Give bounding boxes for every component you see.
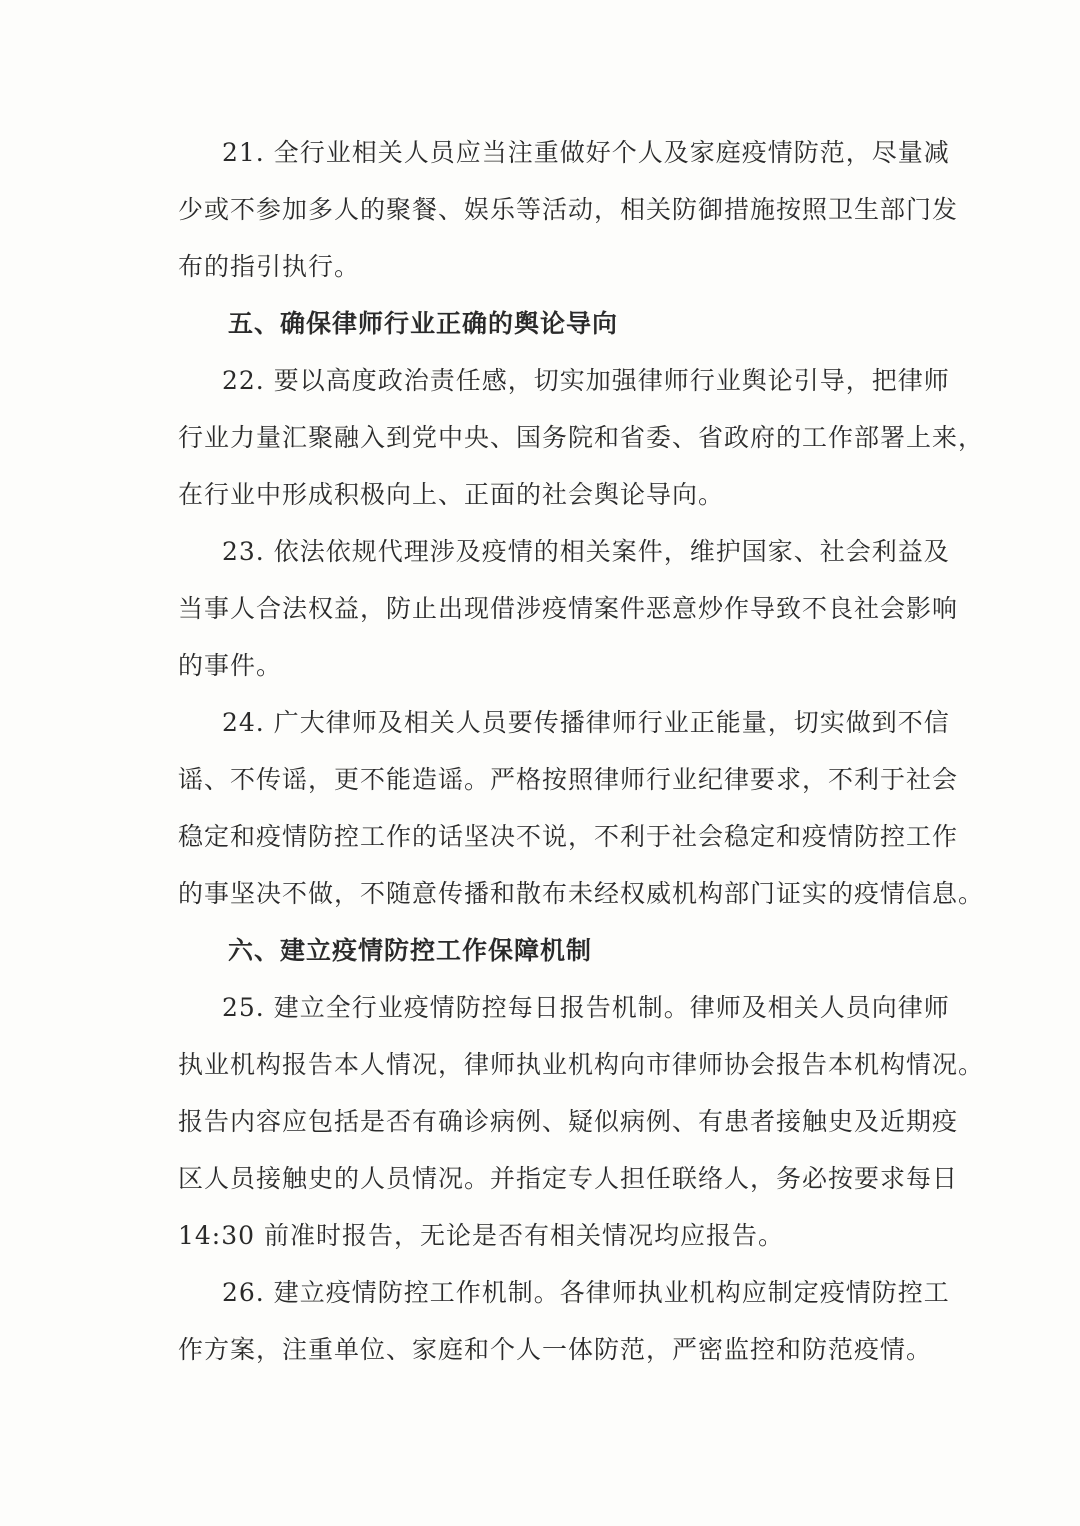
- paragraph-line: 行业力量汇聚融入到党中央、国务院和省委、省政府的工作部署上来，: [178, 423, 985, 452]
- paragraph-line: 执业机构报告本人情况，律师执业机构向市律师协会报告本机构情况。: [178, 1050, 985, 1079]
- paragraph-line: 谣、不传谣，更不能造谣。严格按照律师行业纪律要求，不利于社会: [178, 765, 959, 794]
- paragraph: [178, 979, 985, 1264]
- paragraph-line: 区人员接触史的人员情况。并指定专人担任联络人，务必按要求每日: [178, 1164, 959, 1193]
- paragraph: [178, 523, 959, 694]
- paragraph-line: 布的指引执行。: [178, 252, 361, 281]
- paragraph-line: 24. 广大律师及相关人员要传播律师行业正能量，切实做到不信: [222, 708, 950, 737]
- paragraph-line: 在行业中形成积极向上、正面的社会舆论导向。: [178, 480, 725, 509]
- paragraph: [178, 1264, 950, 1378]
- document-body: [178, 124, 985, 1378]
- paragraph-line: 稳定和疫情防控工作的话坚决不说，不利于社会稳定和疫情防控工作: [178, 822, 959, 851]
- paragraph-line: 作方案，注重单位、家庭和个人一体防范，严密监控和防范疫情。: [178, 1335, 933, 1364]
- section-heading: 五、确保律师行业正确的舆论导向: [228, 309, 619, 338]
- paragraph-line: 23. 依法依规代理涉及疫情的相关案件，维护国家、社会利益及: [222, 537, 950, 566]
- paragraph-line: 14:30 前准时报告，无论是否有相关情况均应报告。: [178, 1221, 784, 1250]
- paragraph-line: 少或不参加多人的聚餐、娱乐等活动，相关防御措施按照卫生部门发: [178, 195, 959, 224]
- paragraph-line: 22. 要以高度政治责任感，切实加强律师行业舆论引导，把律师: [222, 366, 950, 395]
- paragraph: [178, 694, 985, 922]
- paragraph: [178, 124, 959, 295]
- paragraph: [178, 352, 985, 523]
- paragraph-line: 的事坚决不做，不随意传播和散布未经权威机构部门证实的疫情信息。: [178, 879, 985, 908]
- section-heading: 六、建立疫情防控工作保障机制: [228, 936, 593, 965]
- paragraph-line: 26. 建立疫情防控工作机制。各律师执业机构应制定疫情防控工: [222, 1278, 950, 1307]
- paragraph-line: 25. 建立全行业疫情防控每日报告机制。律师及相关人员向律师: [222, 993, 950, 1022]
- paragraph-line: 21. 全行业相关人员应当注重做好个人及家庭疫情防范，尽量减: [222, 138, 950, 167]
- paragraph-line: 当事人合法权益，防止出现借涉疫情案件恶意炒作导致不良社会影响: [178, 594, 959, 623]
- paragraph-line: 的事件。: [178, 651, 283, 680]
- paragraph-line: 报告内容应包括是否有确诊病例、疑似病例、有患者接触史及近期疫: [178, 1107, 959, 1136]
